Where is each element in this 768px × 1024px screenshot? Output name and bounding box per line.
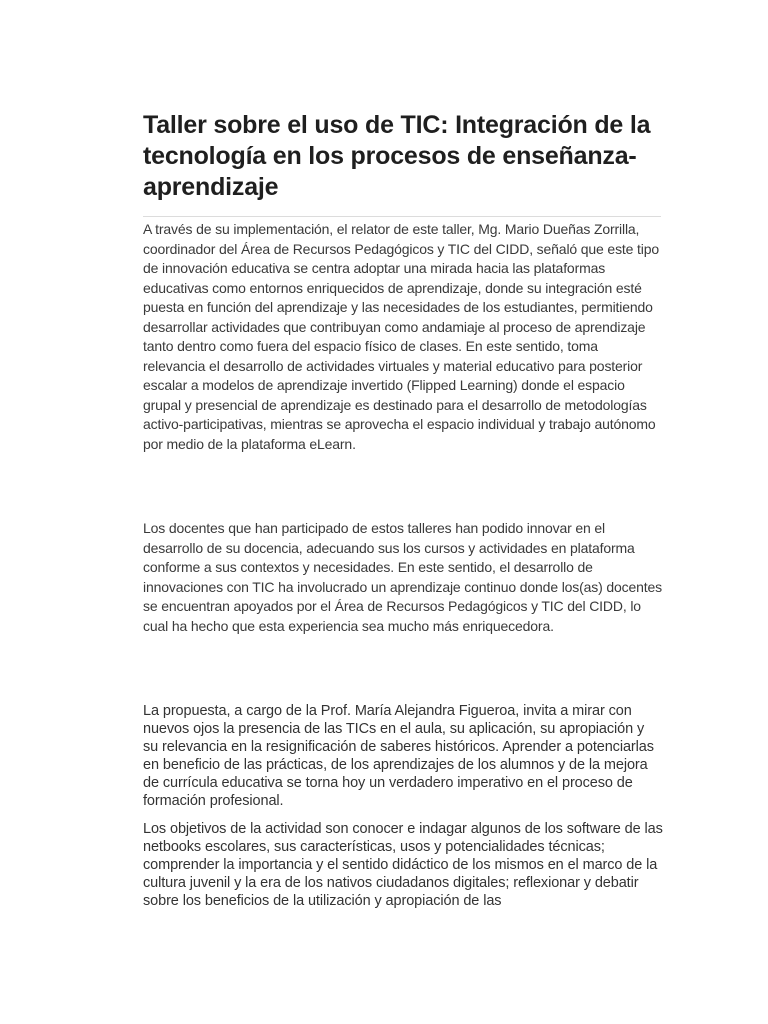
- page-title: Taller sobre el uso de TIC: Integración de la tecnología en los procesos de enseñanza-aprendizaje: [143, 111, 651, 201]
- paragraph-proposal: La propuesta, a cargo de la Prof. María Alejandra Figueroa, invita a mirar con nuevos ojos la presencia de las TICs en el aula, su aplicación, su apropiación y su relevancia en la resignificación de saberes históricos. Aprender a potenciarlas en beneficio de las prácticas, de los aprendizajes de los alumnos y de la mejora de currícula educativa se torna hoy un verdadero imperativo en el proceso de formación profesional.: [143, 703, 654, 809]
- paragraph-implementation: A través de su implementación, el relator de este taller, Mg. Mario Dueñas Zorrilla, coordinador del Área de Recursos Pedagógicos y TIC del CIDD, señaló que este tipo de innovación educativa se centra adoptar una mirada hacia las plataformas educativas como entornos enriquecidos de aprendizaje, donde su integración esté puesta en función del aprendizaje y las necesidades de los estudiantes, permitiendo desarrollar actividades que contribuyan como andamiaje al proceso de aprendizaje tanto dentro como fuera del espacio físico de clases. En este sentido, toma relevancia el desarrollo de actividades virtuales y material educativo para posterior escalar a modelos de aprendizaje invertido (Flipped Learning) donde el espacio grupal y presencial de aprendizaje es destinado para el desarrollo de metodologías activo-participativas, mientras se aprovecha el espacio individual y trabajo autónomo por medio de la plataforma eLearn.: [143, 221, 660, 452]
- paragraph-teachers: Los docentes que han participado de estos talleres han podido innovar en el desarrollo de su docencia, adecuando sus los cursos y actividades en plataforma conforme a sus contextos y necesidades. En este sentido, el desarrollo de innovaciones con TIC ha involucrado un aprendizaje continuo donde los(as) docentes se encuentran apoyados por el Área de Recursos Pedagógicos y TIC del CIDD, lo cual ha hecho que esta experiencia sea mucho más enriquecedora.: [143, 520, 663, 634]
- title-divider: [143, 216, 661, 217]
- paragraph-objectives: Los objetivos de la actividad son conocer e indagar algunos de los software de las netbooks escolares, sus características, usos y potencialidades técnicas; comprender la importancia y el sentido didáctico de los mismos en el marco de la cultura juvenil y la era de los nativos ciudadanos digitales; reflexionar y debatir sobre los beneficios de la utilización y apropiación de las: [143, 821, 663, 909]
